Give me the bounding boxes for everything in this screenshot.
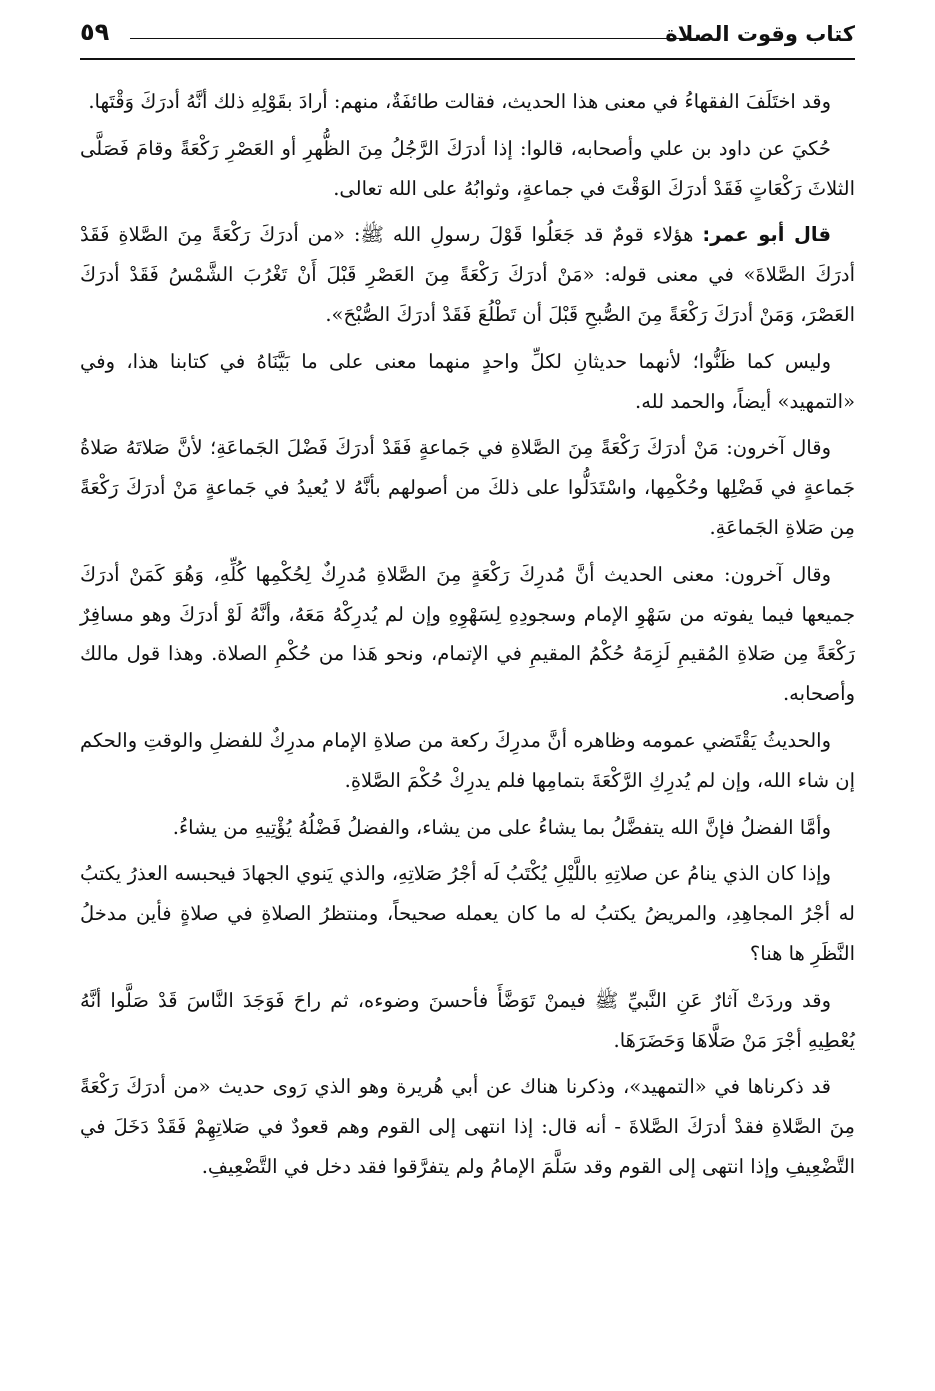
paragraph-lead: قال أبو عمر: [702,223,831,247]
paragraph: وقد وردَتْ آثارٌ عَنِ النَّبيِّ ﷺ فيمنْ تَوَضَّأَ فأحسنَ وضوءه، ثم راحَ فَوَجَدَ النَّاسَ قَدْ صَلَّوا أنَّهُ يُعْطِيهِ أجْرَ مَنْ صَلَّاهَا وَحَضَرَهَا. [80,988,855,1052]
paragraph: وأمَّا الفضلُ فإنَّ الله يتفضَّلُ بما يشاءُ على من يشاء، والفضلُ فَضْلُهُ يُؤْتِيهِ من يشاءُ. [172,815,831,839]
paragraph: والحديثُ يَقْتَضي عمومه وظاهره أنَّ مدرِكَ ركعة من صلاةِ الإمام مدرِكٌ للفضلِ والوقتِ والحكم إن شاء الله، وإن لم يُدرِكِ الرَّكْعَةَ بتمامِها فلم يدرِكْ حُكْمَ الصَّلاةِ. [80,728,855,792]
paragraph: قال أبو عمر: هؤلاء قومٌ قد جَعَلُوا قَوْلَ رسولِ الله ﷺ: «من أدرَكَ رَكْعَةً مِنَ الصَّلاةِ فَقَدْ أدرَكَ الصَّلاةَ» في معنى قوله: «مَنْ أدرَكَ رَكْعَةً مِنَ العَصْرِ قَبْلَ أَنْ تَغْرُبَ الشَّمْسُ فَقَدْ أدرَكَ العَصْرَ، وَمَنْ أدرَكَ رَكْعَةً مِنَ الصُّبحِ قَبْلَ أن تَطْلُعَ فَقَدْ أدرَكَ الصُّبْحَ». [80,223,855,326]
header-rule [130,38,705,39]
chapter-title: كتاب وقوت الصلاة [665,22,855,46]
paragraph: وقد اختَلَفَ الفقهاءُ في معنى هذا الحديث، فقالت طائفَةٌ، منهم: أرادَ بقَوْلِهِ ذلك أنَّهُ أدرَكَ وَقْتَها. [88,90,831,113]
running-header [80,18,855,60]
paragraph: حُكيَ عن داود بن علي وأصحابه، قالوا: إذا أدرَكَ الرَّجُلُ مِنَ الظُّهرِ أو العَصْرِ رَكْعَةً وقامَ فَصَلَّى الثلاثَ رَكْعَاتٍ فَقَدْ أدرَكَ الوَقْتَ في جماعةٍ، وثوابُهُ على الله تعالى. [80,136,855,200]
paragraph: قد ذكرناها في «التمهيد»، وذكرنا هناك عن أبي هُريرة وهو الذي رَوى حديث «من أدرَكَ رَكْعَةً مِنَ الصَّلاةِ فقدْ أدرَكَ الصَّلاةَ - أنه قال: إذا انتهى إلى القوم وهم قعودٌ في صَلاتِهِمْ فَقَدْ دَخَلَ في التَّضْعِيفِ وإذا انتهى إلى القوم وقد سَلَّمَ الإمامُ ولم يتفرَّقوا فقد دخل في التَّضْعِيفِ. [80,1075,855,1178]
paragraph: وقال آخرون: معنى الحديث أنَّ مُدرِكَ رَكْعَةٍ مِنَ الصَّلاةِ مُدرِكٌ لِحُكْمِها كُلِّهِ، وَهُوَ كَمَنْ أدرَكَ جميعها فيما يفوته من سَهْوِ الإمام وسجودِهِ لِسَهْوِهِ وإن لم يُدرِكْهُ مَعَهُ، وأنَّهُ لَوْ أدرَكَ وهو مسافِرٌ رَكْعَةً مِن صَلاةِ المُقيمِ لَزِمَهُ حُكْمُ المقيمِ في الإتمام، ونحو هَذا من حُكْمِ الصلاة. وهذا قول مالك وأصحابه. [80,562,855,706]
page-number: ٥٩ [80,18,110,46]
body-text [80,82,855,1187]
paragraph: وإذا كان الذي ينامُ عن صلاتِهِ باللَّيْلِ يُكْتَبُ لَه أجْرُ صَلاتِهِ، والذي يَنوي الجهادَ فيحبسه العذرُ يكتبُ له أجْرُ المجاهِدِ، والمريضُ يكتبُ له ما كان يعمله صحيحاً، ومنتظرُ الصلاةِ في صلاةٍ فأين مدخلُ النَّظَرِ ها هنا؟ [80,862,855,965]
paragraph: وليس كما ظَنُّوا؛ لأنهما حديثانِ لكلِّ واحدٍ منهما معنى على ما بَيَّنَاهُ في كتابنا هذا، وفي «التمهيد» أيضاً، والحمد لله. [80,349,855,413]
page [80,18,855,1194]
paragraph: وقال آخرون: مَنْ أدرَكَ رَكْعَةً مِنَ الصَّلاةِ في جَماعةٍ فَقَدْ أدرَكَ فَضْلَ الجَماعَةِ؛ لأنَّ صَلاتَهُ صَلاةُ جَماعةٍ في فَضْلِها وحُكْمِها، واسْتَدَلُّوا على ذلكَ من أصولهم بأنَّهُ لا يُعيدُ في جَماعةٍ مَنْ أدرَكَ رَكْعَةً مِن صَلاةِ الجَماعَةِ. [80,436,855,539]
